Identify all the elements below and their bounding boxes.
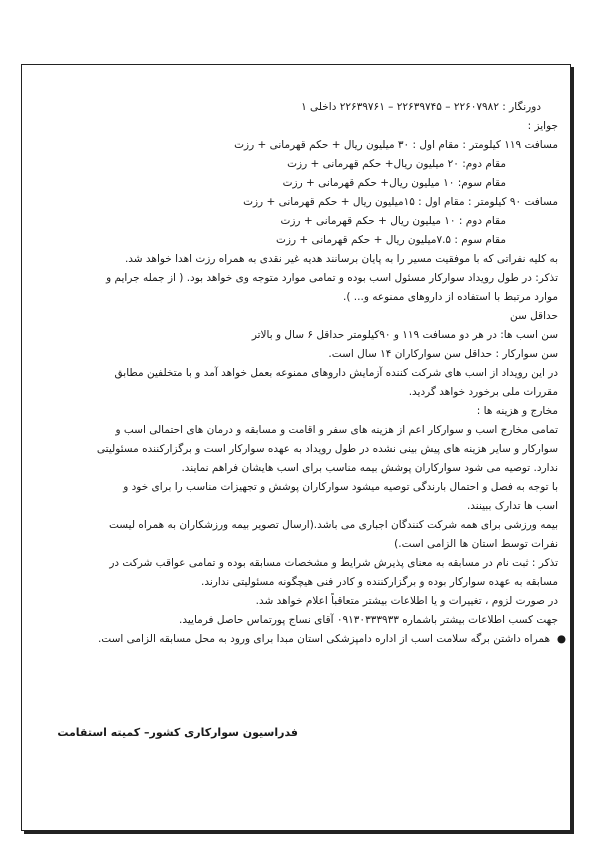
rider-responsibility-note-cont: موارد مرتبط با استفاده از داروهای ممنوعه و... ). [343,291,558,303]
changes-note: در صورت لزوم ، تغییرات و یا اطلاعات بیشتر متعاقباً اعلام خواهد شد. [255,595,558,607]
insurance-advice: ندارد. توصیه می شود سوارکاران پوشش بیمه مناسب برای اسب هایشان فراهم نمایند. [181,462,558,474]
registration-note: تذکر : ثبت نام در مسابقه به معنای پذیرش شرایط و مشخصات مسابقه بوده و تمامی عواقب شرکت در [109,557,558,569]
bullet-icon: ● [556,633,566,645]
prize-90-third: مقام سوم : ۷.۵میلیون ریال + حکم قهرمانی + رزت [275,234,506,246]
rider-responsibility-note: تذکر: در طول رویداد سوارکار مسئول اسب بوده و تمامی موارد متوجه وی خواهد بود. ( از جمله جرایم و [106,272,558,284]
prize-119-third: مقام سوم: ۱۰ میلیون ریال+ حکم قهرمانی + رزت [282,177,506,189]
contact-info: جهت کسب اطلاعات بیشتر باشماره ۰۹۱۳۰۳۳۳۹۳۳ آقای نساج پورتماس حاصل فرمایید. [179,614,558,626]
prize-119-first: مسافت ۱۱۹ کیلومتر : مقام اول : ۳۰ میلیون ریال + حکم قهرمانی + رزت [234,139,558,151]
weather-advice-cont: اسب ها تدارک ببینند. [466,500,558,512]
sports-insurance-cont: نفرات توسط استان ها الزامی است.) [394,538,558,550]
expenses-text-cont: سوارکار و سایر هزینه های پیش بینی نشده در طول رویداد به عهده سوارکار است و برگزارکننده مسئولیتی [96,443,558,455]
fax-line: دورنگار : ۲۲۶۰۷۹۸۲ – ۲۲۶۳۹۷۴۵ – ۲۲۶۳۹۷۶۱ داخلی ۱ [301,101,541,113]
registration-note-cont: مسابقه به عهده سوارکار بوده و برگزارکننده و کادر فنی هیچگونه مسئولیتی ندارند. [201,576,558,588]
min-age-heading: حداقل سن [509,310,558,322]
doping-test-cont: مقررات ملی برخورد خواهد گردید. [408,386,558,398]
horse-age: سن اسب ها: در هر دو مسافت ۱۱۹ و ۹۰کیلومتر حداقل ۶ سال و بالاتر [251,329,558,341]
doping-test: در این رویداد از اسب های شرکت کننده آزمایش داروهای ممنوعه بعمل خواهد آمد و با متخلفین مطابق [114,367,558,379]
health-certificate-text: همراه داشتن برگه سلامت اسب از اداره دامپزشکی استان مبدا برای ورود به محل مسابقه الزامی است. [97,633,550,645]
expenses-text: تمامی مخارج اسب و سوارکار اعم از هزینه های سفر و اقامت و مسابقه و درمان های احتمالی اسب و [115,424,558,436]
health-certificate-item [14,630,566,649]
weather-advice: با توجه به فصل و احتمال بارندگی توصیه میشود سوارکاران پوشش و تجهیزات مناسب را برای خود و [123,481,558,493]
prize-119-second: مقام دوم: ۲۰ میلیون ریال+ حکم قهرمانی + رزت [287,158,506,170]
finishers-gift: به کلیه نفراتی که با موفقیت مسیر را به پایان برسانند هدیه غیر نقدی به همراه رزت اهدا خواهد شد. [124,253,558,265]
prize-90-second: مقام دوم : ۱۰ میلیون ریال + حکم قهرمانی + رزت [280,215,506,227]
signature: فدراسیون سوارکاری کشور– کمیته استقامت [57,726,298,739]
expenses-heading: مخارج و هزینه ها : [476,405,558,417]
prizes-heading: جوایز : [527,120,558,132]
prize-90-first: مسافت ۹۰ کیلومتر : مقام اول : ۱۵میلیون ریال + حکم قهرمانی + رزت [243,196,558,208]
document-body [14,98,566,649]
sports-insurance: بیمه ورزشی برای همه شرکت کنندگان اجباری می باشد.(ارسال تصویر بیمه ورزشکاران به همراه لیست [108,519,558,531]
rider-age: سن سوارکار : حداقل سن سوارکاران ۱۴ سال است. [328,348,558,360]
